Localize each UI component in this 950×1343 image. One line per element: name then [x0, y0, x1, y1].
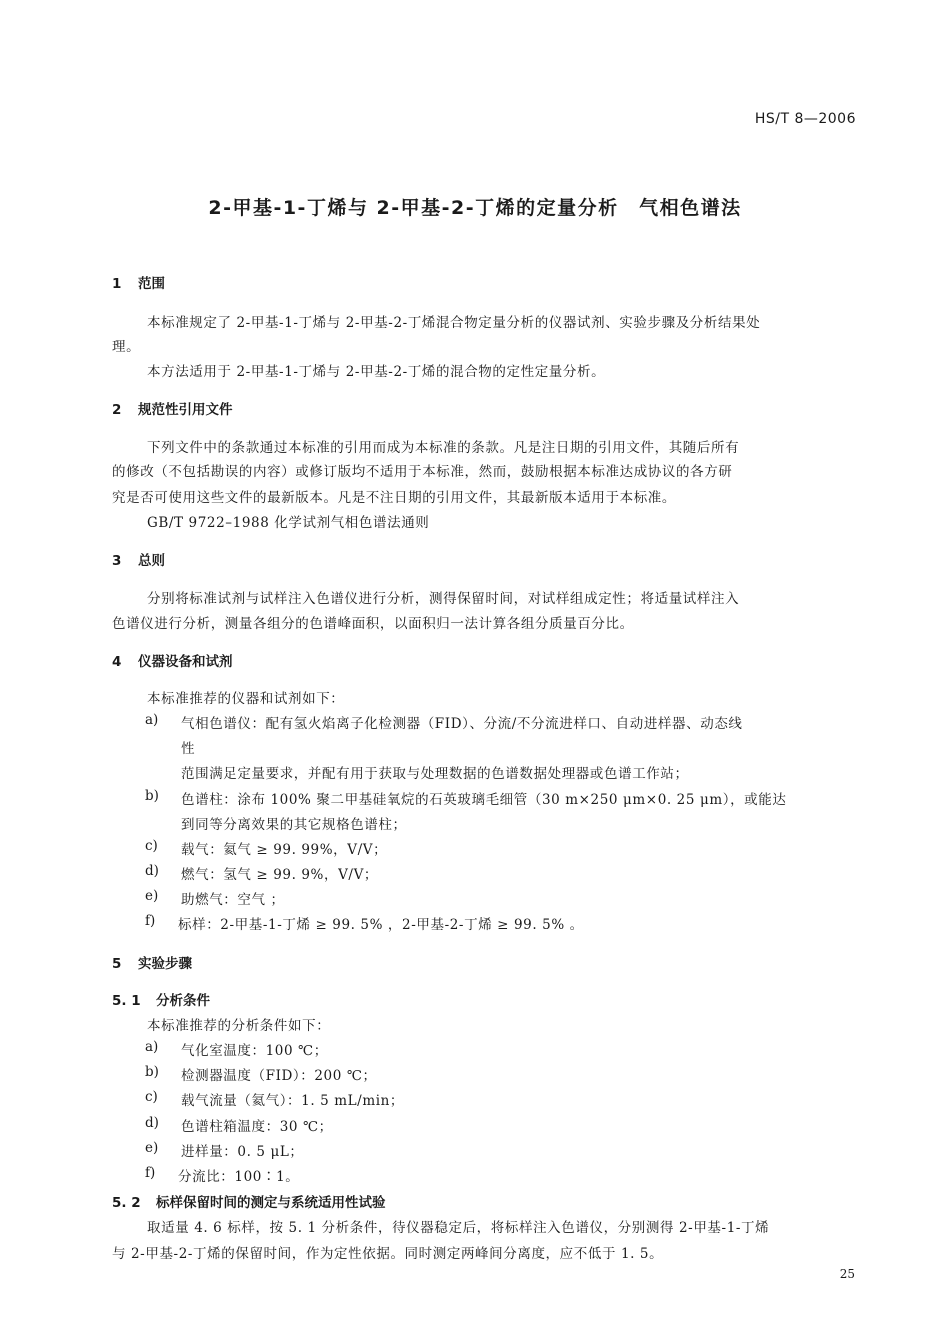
- list-item-continued: 范围满足定量要求，并配有用于获取与处理数据的色谱数据处理器或色谱工作站；: [181, 766, 689, 782]
- list-item: 色谱柱箱温度：30 ℃；: [181, 1119, 333, 1135]
- subsection-number: 5. 2: [112, 1195, 141, 1211]
- list-item: 色谱柱：涂布 100% 聚二甲基硅氧烷的石英玻璃毛细管（30 m×250 μm×0. 25 μm），或能达: [181, 792, 787, 808]
- paragraph-line: 究是否可使用这些文件的最新版本。凡是不注日期的引用文件，其最新版本适用于本标准。: [112, 490, 676, 506]
- subsection-5-1-heading: [112, 989, 210, 1009]
- list-item-continued: 性: [181, 741, 196, 757]
- paragraph-line: 色谱仪进行分析，测量各组分的色谱峰面积，以面积归一法计算各组分质量百分比。: [112, 616, 634, 632]
- list-label: d): [145, 1115, 159, 1131]
- paragraph-line: 本标准推荐的仪器和试剂如下：: [147, 691, 345, 707]
- section-2-heading: [112, 398, 233, 418]
- list-label: a): [145, 712, 159, 728]
- reference-line: GB/T 9722–1988 化学试剂气相色谱法通则: [147, 515, 430, 531]
- paragraph-line: 与 2-甲基-2-丁烯的保留时间，作为定性依据。同时测定两峰间分离度，应不低于 1. 5。: [112, 1246, 664, 1262]
- subsection-5-2-heading: [112, 1191, 386, 1211]
- section-title: 总则: [138, 553, 165, 569]
- section-number: 5: [112, 956, 122, 972]
- list-label: e): [145, 1140, 159, 1156]
- list-label: b): [145, 1064, 159, 1080]
- paragraph-line: 取适量 4. 6 标样，按 5. 1 分析条件，待仪器稳定后，将标样注入色谱仪，分别测得 2-甲基-1-丁烯: [147, 1220, 770, 1236]
- subsection-number: 5. 1: [112, 993, 141, 1009]
- list-item: 检测器温度（FID）：200 ℃；: [181, 1068, 377, 1084]
- page-number: 25: [839, 1267, 855, 1281]
- section-title: 范围: [138, 276, 165, 292]
- list-item: 载气流量（氦气）：1. 5 mL/min；: [181, 1093, 405, 1109]
- list-label: c): [145, 1089, 158, 1105]
- paragraph-line: 本标准规定了 2-甲基-1-丁烯与 2-甲基-2-丁烯混合物定量分析的仪器试剂、实验步骤及分析结果处: [147, 315, 761, 331]
- list-item: 进样量：0. 5 μL；: [181, 1144, 304, 1160]
- list-label: f): [145, 1165, 156, 1181]
- subsection-title: 分析条件: [156, 993, 210, 1009]
- standard-code: HS/T 8—2006: [754, 111, 856, 127]
- list-item: 气相色谱仪：配有氢火焰离子化检测器（FID）、分流/不分流进样口、自动进样器、动态线: [181, 716, 743, 732]
- section-title: 规范性引用文件: [138, 402, 233, 418]
- section-title: 实验步骤: [138, 956, 192, 972]
- subsection-title: 标样保留时间的测定与系统适用性试验: [156, 1195, 386, 1211]
- section-1-heading: [112, 272, 165, 292]
- section-3-heading: [112, 549, 165, 569]
- paragraph-line: 的修改（不包括勘误的内容）或修订版均不适用于本标准，然而，鼓励根据本标准达成协议的各方研: [112, 464, 733, 480]
- list-item: 气化室温度：100 ℃；: [181, 1043, 328, 1059]
- section-number: 2: [112, 402, 122, 418]
- list-label: d): [145, 863, 159, 879]
- document-title: 2-甲基-1-丁烯与 2-甲基-2-丁烯的定量分析 气相色谱法: [208, 197, 742, 219]
- section-5-heading: [112, 952, 192, 972]
- list-item: 标样：2-甲基-1-丁烯 ≥ 99. 5% ，2-甲基-2-丁烯 ≥ 99. 5% 。: [178, 917, 584, 933]
- list-label: b): [145, 788, 159, 804]
- paragraph-line: 分别将标准试剂与试样注入色谱仪进行分析，测得保留时间，对试样组成定性；将适量试样注入: [147, 591, 740, 607]
- list-item: 分流比：100∶1。: [178, 1169, 300, 1185]
- section-4-heading: [112, 650, 233, 670]
- list-label: c): [145, 838, 158, 854]
- list-label: f): [145, 913, 156, 929]
- list-label: e): [145, 888, 159, 904]
- paragraph-line: 理。: [112, 339, 141, 355]
- list-item: 助燃气：空气 ；: [181, 892, 285, 908]
- list-item-continued: 到同等分离效果的其它规格色谱柱；: [181, 817, 407, 833]
- section-number: 3: [112, 553, 122, 569]
- section-title: 仪器设备和试剂: [138, 654, 233, 670]
- section-number: 4: [112, 654, 122, 670]
- paragraph-line: 本标准推荐的分析条件如下：: [147, 1018, 331, 1034]
- list-label: a): [145, 1039, 159, 1055]
- section-number: 1: [112, 276, 122, 292]
- paragraph-line: 下列文件中的条款通过本标准的引用而成为本标准的条款。凡是注日期的引用文件，其随后所有: [147, 440, 740, 456]
- paragraph-line: 本方法适用于 2-甲基-1-丁烯与 2-甲基-2-丁烯的混合物的定性定量分析。: [147, 364, 606, 380]
- list-item: 载气：氦气 ≥ 99. 99%，V/V；: [181, 842, 388, 858]
- list-item: 燃气：氢气 ≥ 99. 9%，V/V；: [181, 867, 379, 883]
